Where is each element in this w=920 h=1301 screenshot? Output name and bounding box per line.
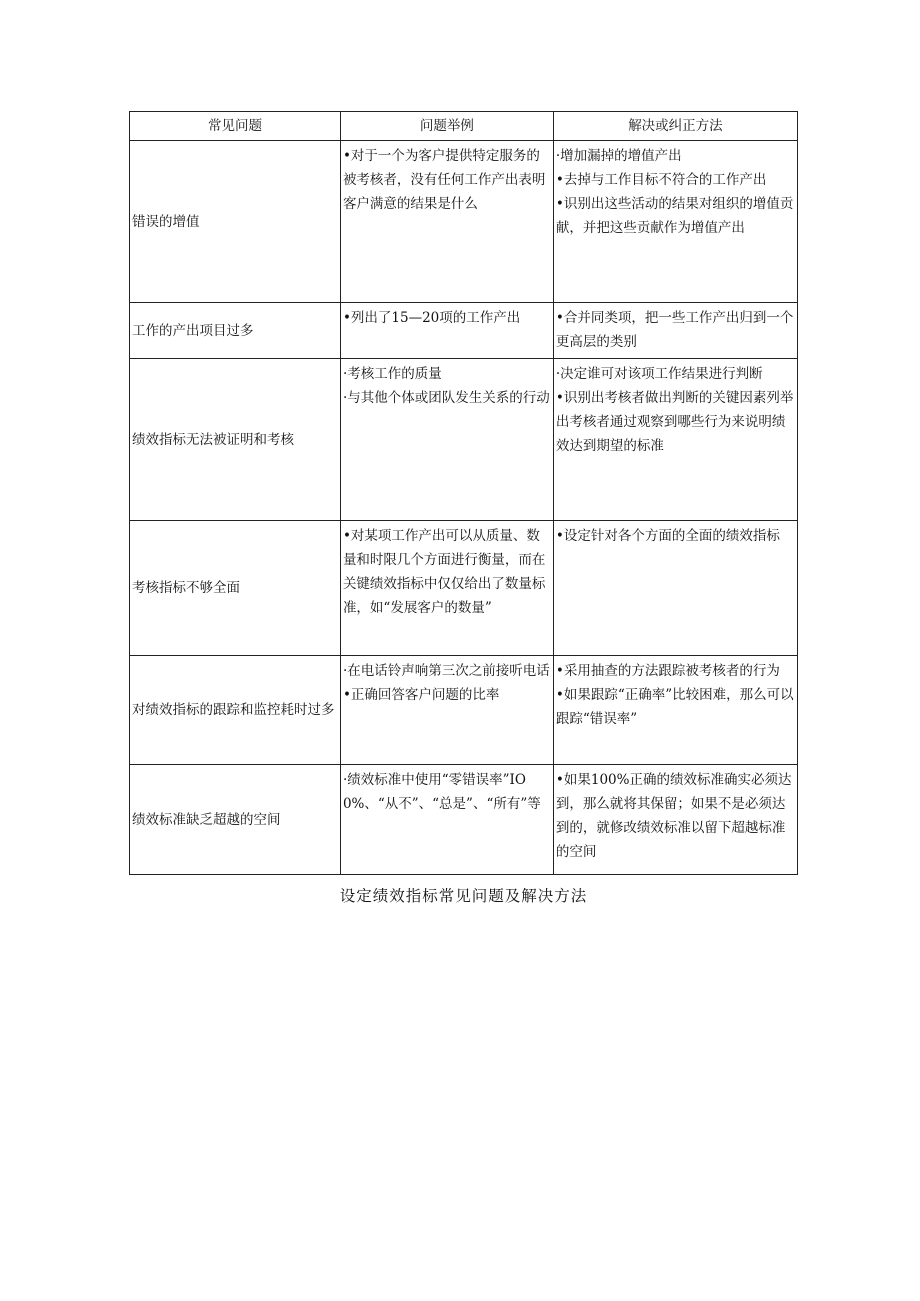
- table-header-row: [130, 112, 798, 141]
- example-item: ·考核工作的质量: [342, 366, 442, 382]
- example-item: •对于一个为客户提供特定服务的被考核者，没有任何工作产出表明客户满意的结果是什么: [342, 148, 546, 212]
- solution-item: •合并同类项，把一些工作产出归到一个更高层的类别: [555, 310, 794, 350]
- solution-item: •去掉与工作目标不符合的工作产出: [555, 172, 767, 188]
- example-item: •正确回答客户问题的比率: [342, 687, 500, 703]
- problem-cell: 绩效标准缺乏超越的空间: [130, 765, 341, 875]
- problem-cell: 考核指标不够全面: [130, 521, 341, 656]
- example-item: •对某项工作产出可以从质量、数量和时限几个方面进行衡量，而在关键绩效指标中仅仅给出了数量标准，如“发展客户的数量”: [342, 528, 546, 616]
- problem-cell: 对绩效指标的跟踪和监控耗时过多: [130, 656, 341, 765]
- example-item: •列出了15—20项的工作产出: [342, 310, 521, 326]
- solutions-cell: [553, 521, 797, 656]
- solutions-cell: [553, 656, 797, 765]
- solution-item: •如果100%正确的绩效标准确实必须达到，那么就将其保留；如果不是必须达到的，就修改绩效标准以留下超越标准的空间: [555, 772, 792, 860]
- solution-item: •识别出考核者做出判断的关键因素列举出考核者通过观察到哪些行为来说明绩效达到期望的标准: [555, 390, 794, 454]
- issues-table: [129, 111, 798, 875]
- solution-item: •设定针对各个方面的全面的绩效指标: [555, 528, 780, 544]
- examples-cell: [340, 141, 553, 303]
- table-row: [130, 359, 798, 521]
- table-row: [130, 303, 798, 359]
- solutions-cell: [553, 359, 797, 521]
- examples-cell: [340, 303, 553, 359]
- problem-cell: 错误的增值: [130, 141, 341, 303]
- problem-cell: 工作的产出项目过多: [130, 303, 341, 359]
- example-item: ·与其他个体或团队发生关系的行动: [342, 390, 550, 406]
- problem-cell: 绩效指标无法被证明和考核: [130, 359, 341, 521]
- solutions-cell: [553, 765, 797, 875]
- examples-cell: [340, 521, 553, 656]
- solutions-cell: [553, 303, 797, 359]
- solution-item: •采用抽查的方法跟踪被考核者的行为: [555, 663, 780, 679]
- examples-cell: [340, 656, 553, 765]
- table-row: [130, 141, 798, 303]
- solution-item: •如果跟踪“正确率”比较困难，那么可以跟踪“错误率”: [555, 687, 794, 727]
- table-row: [130, 765, 798, 875]
- example-item: ·在电话铃声响第三次之前接听电话: [342, 663, 550, 679]
- solution-item: ·增加漏掉的增值产出: [555, 148, 682, 164]
- examples-cell: [340, 765, 553, 875]
- table-row: [130, 521, 798, 656]
- solution-item: •识别出这些活动的结果对组织的增值贡献，并把这些贡献作为增值产出: [555, 196, 794, 236]
- table-caption: 设定绩效指标常见问题及解决方法: [339, 887, 588, 905]
- header-common-problems: 常见问题: [130, 112, 341, 141]
- table-row: [130, 656, 798, 765]
- solutions-cell: [553, 141, 797, 303]
- solution-item: ·决定谁可对该项工作结果进行判断: [555, 366, 763, 382]
- header-solutions: 解决或纠正方法: [553, 112, 797, 141]
- header-problem-examples: 问题举例: [340, 112, 553, 141]
- examples-cell: [340, 359, 553, 521]
- example-item: ·绩效标准中使用“零错误率”IO0%、“从不”、“总是”、“所有”等: [342, 772, 541, 812]
